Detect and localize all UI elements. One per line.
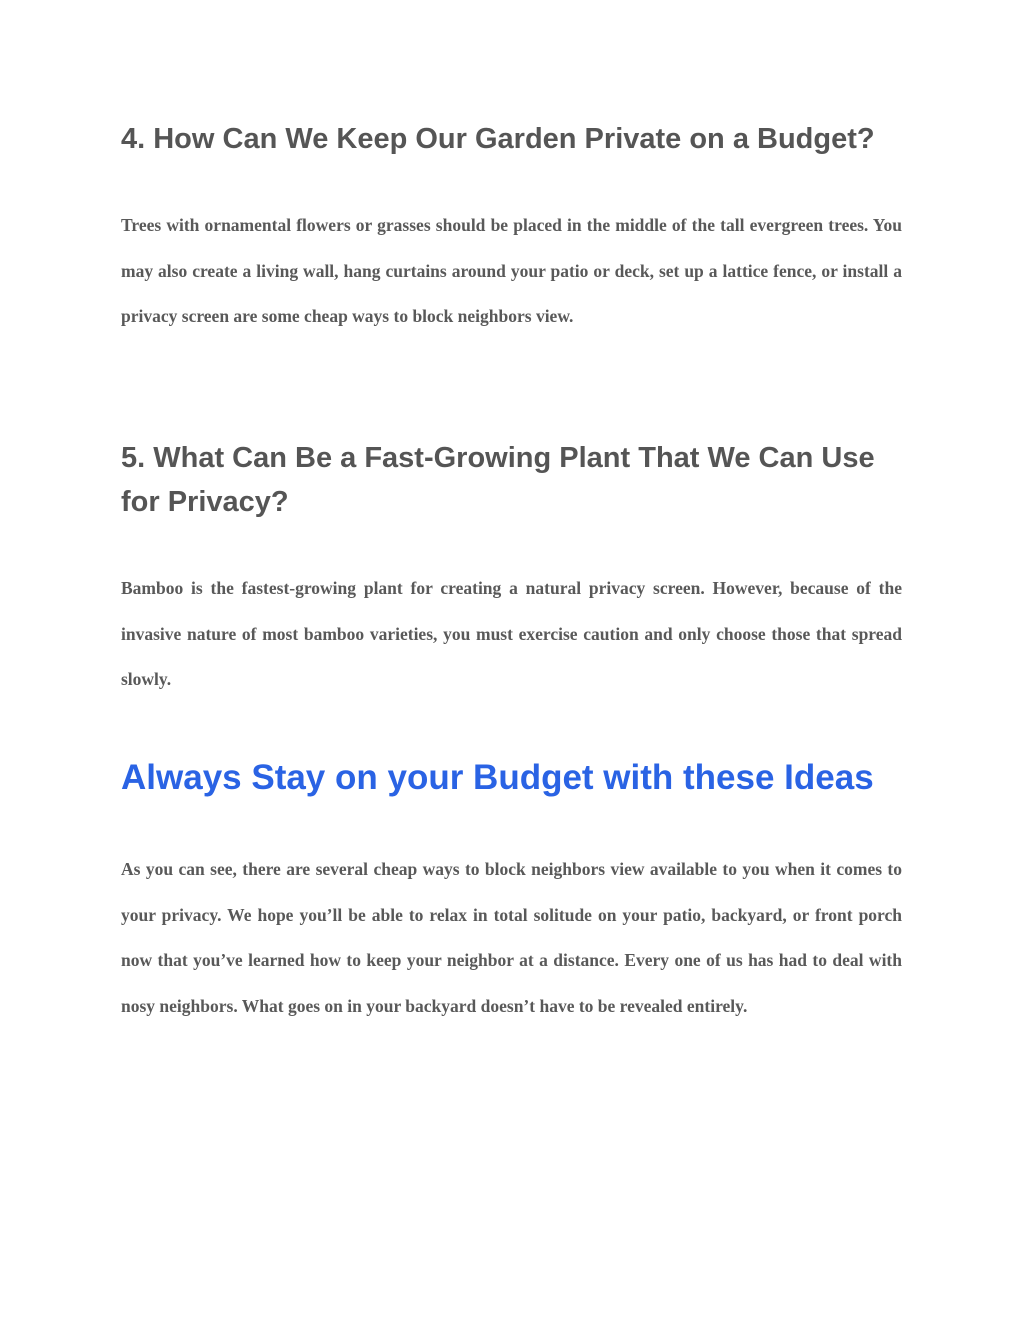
section-heading-budget: Always Stay on your Budget with these Ideas	[121, 758, 874, 797]
faq-answer-4: Trees with ornamental flowers or grasses should be placed in the middle of the tall evergreen trees. You may also create a living wall, hang curtains around your patio or deck, set up a lattice fence, or install a privacy screen are some cheap ways to block neighbors view.	[121, 215, 902, 326]
faq-heading-4: 4. How Can We Keep Our Garden Private on a Budget?	[121, 123, 875, 155]
closing-paragraph: As you can see, there are several cheap ways to block neighbors view available to you when it comes to your privacy. We hope you’ll be able to relax in total solitude on your patio, backyard, or front porch now that you’ve learned how to keep your neighbor at a distance. Every one of us has had to deal with nosy neighbors. What goes on in your backyard doesn’t have to be revealed entirely.	[121, 859, 902, 1016]
faq-heading-5: 5. What Can Be a Fast-Growing Plant That We Can Use for Privacy?	[121, 442, 875, 518]
faq-answer-5: Bamboo is the fastest-growing plant for creating a natural privacy screen. However, because of the invasive nature of most bamboo varieties, you must exercise caution and only choose those that spread slowly.	[121, 578, 902, 689]
